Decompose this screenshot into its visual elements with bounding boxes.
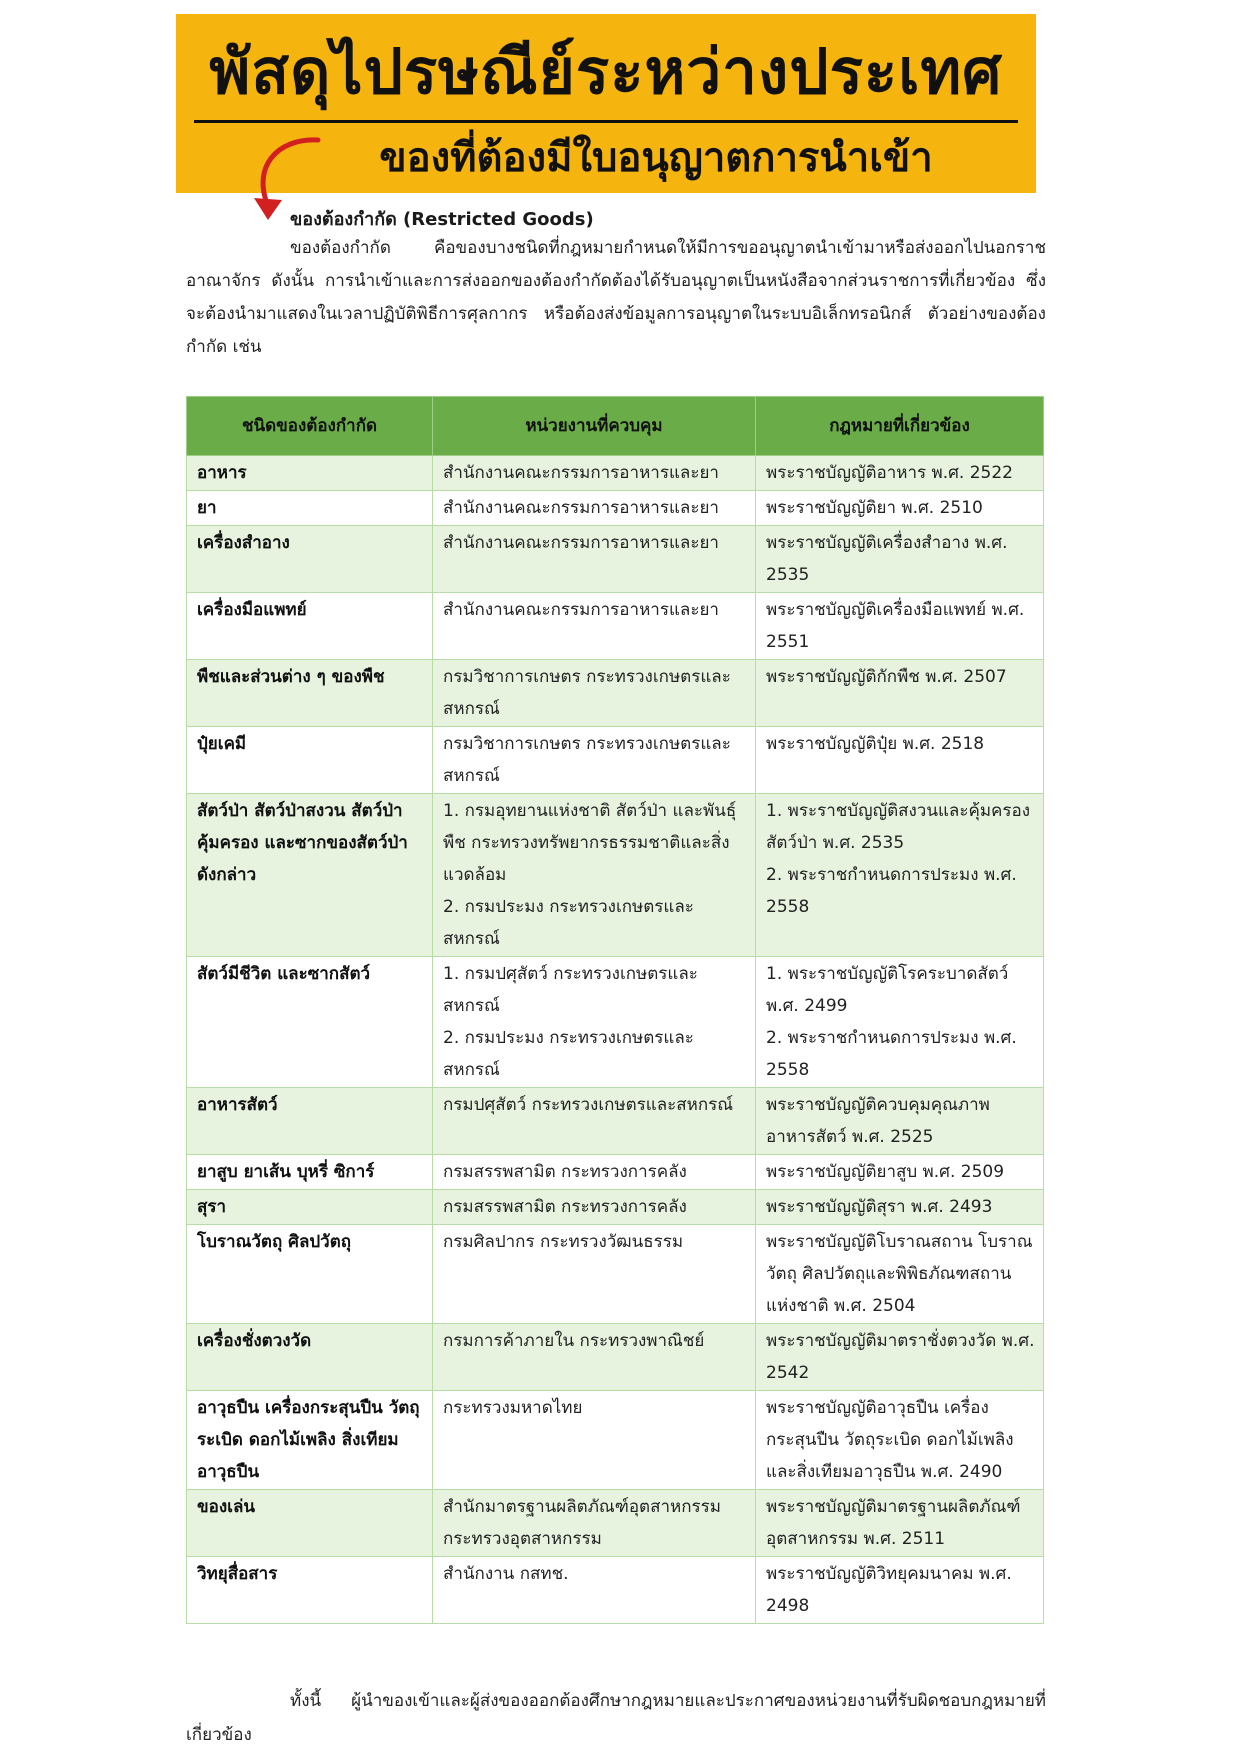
cell-agency: สำนักงานคณะกรรมการอาหารและยา: [433, 491, 756, 526]
title-divider: [194, 120, 1018, 123]
cell-agency: สำนักงานคณะกรรมการอาหารและยา: [433, 526, 756, 593]
cell-goods-type: เครื่องสำอาง: [187, 526, 433, 593]
cell-goods-type: สัตว์มีชีวิต และซากสัตว์: [187, 957, 433, 1088]
cell-agency: กรมสรรพสามิต กระทรวงการคลัง: [433, 1155, 756, 1190]
cell-law: พระราชบัญญัติยา พ.ศ. 2510: [756, 491, 1044, 526]
table-row: [187, 1155, 1044, 1190]
cell-law: พระราชบัญญัติมาตรฐานผลิตภัณฑ์อุตสาหกรรม พ.ศ. 2511: [756, 1490, 1044, 1557]
header-goods-type: ชนิดของต้องกำกัด: [187, 397, 433, 456]
table-row: [187, 794, 1044, 957]
cell-goods-type: วิทยุสื่อสาร: [187, 1557, 433, 1624]
page-title: พัสดุไปรษณีย์ระหว่างประเทศ: [209, 35, 1003, 108]
table-row: [187, 957, 1044, 1088]
cell-law: พระราชบัญญัติโบราณสถาน โบราณวัตถุ ศิลปวัตถุและพิพิธภัณฑสถานแห่งชาติ พ.ศ. 2504: [756, 1225, 1044, 1324]
cell-agency: กระทรวงมหาดไทย: [433, 1391, 756, 1490]
cell-agency: สำนักงาน กสทช.: [433, 1557, 756, 1624]
table-row: [187, 1088, 1044, 1155]
table-row: [187, 1225, 1044, 1324]
table-row: [187, 1557, 1044, 1624]
table-row: [187, 456, 1044, 491]
header-agency: หน่วยงานที่ควบคุม: [433, 397, 756, 456]
cell-goods-type: สุรา: [187, 1190, 433, 1225]
cell-goods-type: พืชและส่วนต่าง ๆ ของพืช: [187, 660, 433, 727]
cell-goods-type: เครื่องมือแพทย์: [187, 593, 433, 660]
table-row: [187, 1490, 1044, 1557]
table-row: [187, 1190, 1044, 1225]
table-row: [187, 526, 1044, 593]
header-law: กฎหมายที่เกี่ยวข้อง: [756, 397, 1044, 456]
cell-goods-type: เครื่องชั่งตวงวัด: [187, 1324, 433, 1391]
table-row: [187, 660, 1044, 727]
intro-paragraph: ของต้องกำกัด คือของบางชนิดที่กฎหมายกำหนดให้มีการขออนุญาตนำเข้ามาหรือส่งออกไปนอกราชอาณาจักร ดังนั้น การนำเข้าและการส่งออกของต้องกำกัดต้องได้รับอนุญาตเป็นหนังสือจากส่วนราชการที่เกี่ยวข้อง ซึ่งจะต้องนำมาแสดงในเวลาปฏิบัติพิธีการศุลกากร หรือต้องส่งข้อมูลการอนุญาตในระบบอิเล็กทรอนิกส์ ตัวอย่างของต้องกำกัด เช่น: [186, 238, 1046, 357]
cell-goods-type: โบราณวัตถุ ศิลปวัตถุ: [187, 1225, 433, 1324]
table-row: [187, 727, 1044, 794]
table-row: [187, 1391, 1044, 1490]
restricted-goods-table: [186, 396, 1044, 1624]
cell-agency: สำนักงานคณะกรรมการอาหารและยา: [433, 456, 756, 491]
cell-agency: กรมศิลปากร กระทรวงวัฒนธรรม: [433, 1225, 756, 1324]
cell-law: พระราชบัญญัติวิทยุคมนาคม พ.ศ. 2498: [756, 1557, 1044, 1624]
section-heading: ของต้องกำกัด (Restricted Goods): [290, 209, 594, 230]
cell-law: พระราชบัญญัติควบคุมคุณภาพอาหารสัตว์ พ.ศ. 2525: [756, 1088, 1044, 1155]
cell-goods-type: อาวุธปืน เครื่องกระสุนปืน วัตถุระเบิด ดอกไม้เพลิง สิ่งเทียมอาวุธปืน: [187, 1391, 433, 1490]
cell-law: พระราชบัญญัติอาวุธปืน เครื่องกระสุนปืน วัตถุระเบิด ดอกไม้เพลิง และสิ่งเทียมอาวุธปืน พ.ศ. 2490: [756, 1391, 1044, 1490]
cell-agency: 1. กรมปศุสัตว์ กระทรวงเกษตรและสหกรณ์ 2. กรมประมง กระทรวงเกษตรและสหกรณ์: [433, 957, 756, 1088]
cell-goods-type: อาหารสัตว์: [187, 1088, 433, 1155]
cell-agency: 1. กรมอุทยานแห่งชาติ สัตว์ป่า และพันธุ์พืช กระทรวงทรัพยากรธรรมชาติและสิ่งแวดล้อม 2. กรมประมง กระทรวงเกษตรและสหกรณ์: [433, 794, 756, 957]
cell-goods-type: ปุ๋ยเคมี: [187, 727, 433, 794]
cell-goods-type: ยาสูบ ยาเส้น บุหรี่ ซิการ์: [187, 1155, 433, 1190]
cell-law: พระราชบัญญัติอาหาร พ.ศ. 2522: [756, 456, 1044, 491]
cell-agency: กรมสรรพสามิต กระทรวงการคลัง: [433, 1190, 756, 1225]
cell-agency: กรมการค้าภายใน กระทรวงพาณิชย์: [433, 1324, 756, 1391]
cell-law: พระราชบัญญัติเครื่องสำอาง พ.ศ. 2535: [756, 526, 1044, 593]
cell-law: พระราชบัญญัติกักพืช พ.ศ. 2507: [756, 660, 1044, 727]
cell-goods-type: ยา: [187, 491, 433, 526]
footer-note: ทั้งนี้ ผู้นำของเข้าและผู้ส่งของออกต้องศึกษากฎหมายและประกาศของหน่วยงานที่รับผิดชอบกฎหมายที่เกี่ยวข้อง: [186, 1691, 1046, 1745]
cell-law: พระราชบัญญัติเครื่องมือแพทย์ พ.ศ. 2551: [756, 593, 1044, 660]
cell-goods-type: อาหาร: [187, 456, 433, 491]
table-row: [187, 1324, 1044, 1391]
cell-law: พระราชบัญญัติมาตราชั่งตวงวัด พ.ศ. 2542: [756, 1324, 1044, 1391]
cell-agency: กรมปศุสัตว์ กระทรวงเกษตรและสหกรณ์: [433, 1088, 756, 1155]
cell-agency: กรมวิชาการเกษตร กระทรวงเกษตรและสหกรณ์: [433, 660, 756, 727]
table-row: [187, 491, 1044, 526]
cell-law: พระราชบัญญัติปุ๋ย พ.ศ. 2518: [756, 727, 1044, 794]
table-header-row: [187, 397, 1044, 456]
cell-agency: สำนักมาตรฐานผลิตภัณฑ์อุตสาหกรรม กระทรวงอุตสาหกรรม: [433, 1490, 756, 1557]
cell-agency: สำนักงานคณะกรรมการอาหารและยา: [433, 593, 756, 660]
cell-agency: กรมวิชาการเกษตร กระทรวงเกษตรและสหกรณ์: [433, 727, 756, 794]
table-row: [187, 593, 1044, 660]
cell-law: พระราชบัญญัติยาสูบ พ.ศ. 2509: [756, 1155, 1044, 1190]
page-subtitle: ของที่ต้องมีใบอนุญาตการนำเข้า: [379, 135, 933, 181]
cell-goods-type: สัตว์ป่า สัตว์ป่าสงวน สัตว์ป่าคุ้มครอง และซากของสัตว์ป่าดังกล่าว: [187, 794, 433, 957]
cell-law: พระราชบัญญัติสุรา พ.ศ. 2493: [756, 1190, 1044, 1225]
cell-law: 1. พระราชบัญญัติโรคระบาดสัตว์ พ.ศ. 2499 2. พระราชกำหนดการประมง พ.ศ. 2558: [756, 957, 1044, 1088]
cell-goods-type: ของเล่น: [187, 1490, 433, 1557]
cell-law: 1. พระราชบัญญัติสงวนและคุ้มครองสัตว์ป่า พ.ศ. 2535 2. พระราชกำหนดการประมง พ.ศ. 2558: [756, 794, 1044, 957]
